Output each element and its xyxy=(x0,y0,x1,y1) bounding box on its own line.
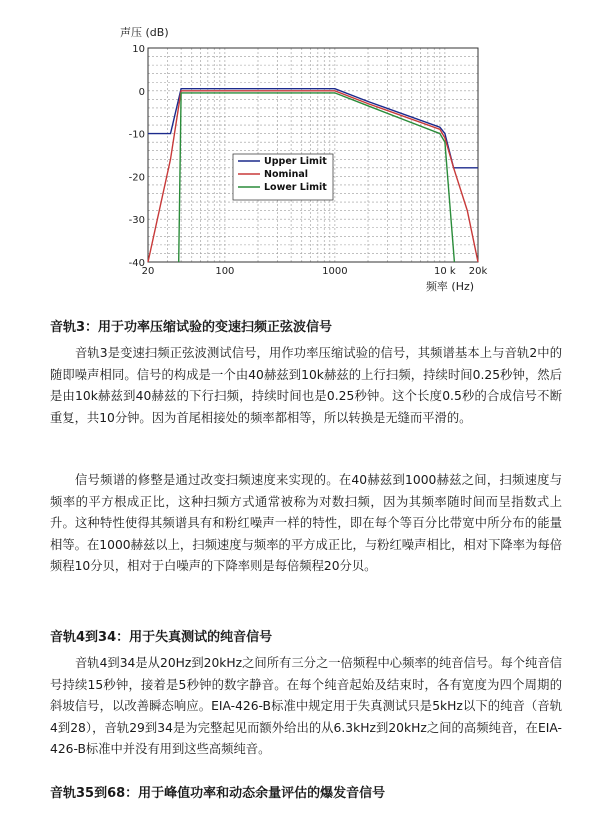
legend-label-lower-limit: Lower Limit xyxy=(264,182,327,193)
paragraph-track-3-spectrum: 信号频谱的修整是通过改变扫频速度来实现的。在40赫兹到1000赫兹之间，扫频速度与频率的平方根成正比，这种扫频方式通常被称为对数扫频，因为其频率随时间而呈指数式上升。这种特性使得其频谱具有和粉红噪声一样的特性，即在每个等百分比带宽中所分布的能量相等。在1000赫兹以上，扫频速度与频率的平方成正比，与粉红噪声相比，相对下降率为每倍频程10分贝，相对于白噪声的下降率则是每倍频程20分贝。 xyxy=(50,473,562,573)
x-tick-label: 10 k xyxy=(434,266,456,277)
y-tick-label: 0 xyxy=(138,86,145,98)
x-tick-label: 20k xyxy=(468,266,488,277)
y-tick-label: -40 xyxy=(128,258,145,269)
section-title-tracks-4-34: 音轨4到34：用于失真测试的纯音信号 xyxy=(50,630,273,645)
y-tick-label: -30 xyxy=(128,215,145,227)
y-tick-label: 10 xyxy=(132,44,145,55)
x-axis-label: 频率 (Hz) xyxy=(425,280,475,293)
legend-label-nominal: Nominal xyxy=(264,169,309,180)
legend-label-upper-limit: Upper Limit xyxy=(264,156,327,167)
x-tick-label: 20 xyxy=(141,266,155,277)
y-tick-label: -20 xyxy=(128,172,145,184)
chart-legend xyxy=(233,154,333,200)
x-tick-label: 100 xyxy=(215,266,235,277)
paragraph-track-3-intro: 音轨3是变速扫频正弦波测试信号，用作功率压缩试验的信号，其频谱基本上与音轨2中的随即噪声相同。信号的构成是一个由40赫兹到10k赫兹的上行扫频，持续时间0.25秒钟，然后是由10k赫兹到40赫兹的下行扫频，持续时间也是0.25秒钟。这个长度0.5秒的合成信号不断重复，共10分钟。因为首尾相接处的频率都相等，所以转换是无缝而平滑的。 xyxy=(50,346,562,425)
section-title-tracks-35-68: 音轨35到68：用于峰值功率和动态余量评估的爆发音信号 xyxy=(50,786,386,801)
paragraph-tracks-4-34: 音轨4到34是从20Hz到20kHz之间所有三分之一倍频程中心频率的纯音信号。每个纯音信号持续15秒钟，接着是5秒钟的数字静音。在每个纯音起始及结束时，各有宽度为四个周期的斜坡信号，以改善瞬态响应。EIA-426-B标准中规定用于失真测试只是5kHz以下的纯音（音轨4到28），音轨29到34是为完整起见而额外给出的从6.3kHz到20kHz之间的高频纯音，在EIA-426-B标准中并没有用到这些高频纯音。 xyxy=(50,656,562,756)
y-tick-label: -10 xyxy=(128,129,145,141)
section-title-track-3: 音轨3：用于功率压缩试验的变速扫频正弦波信号 xyxy=(50,320,333,335)
y-axis-label: 声压 (dB) xyxy=(120,26,169,39)
x-tick-label: 1000 xyxy=(322,266,348,277)
frequency-response-chart xyxy=(100,22,510,296)
